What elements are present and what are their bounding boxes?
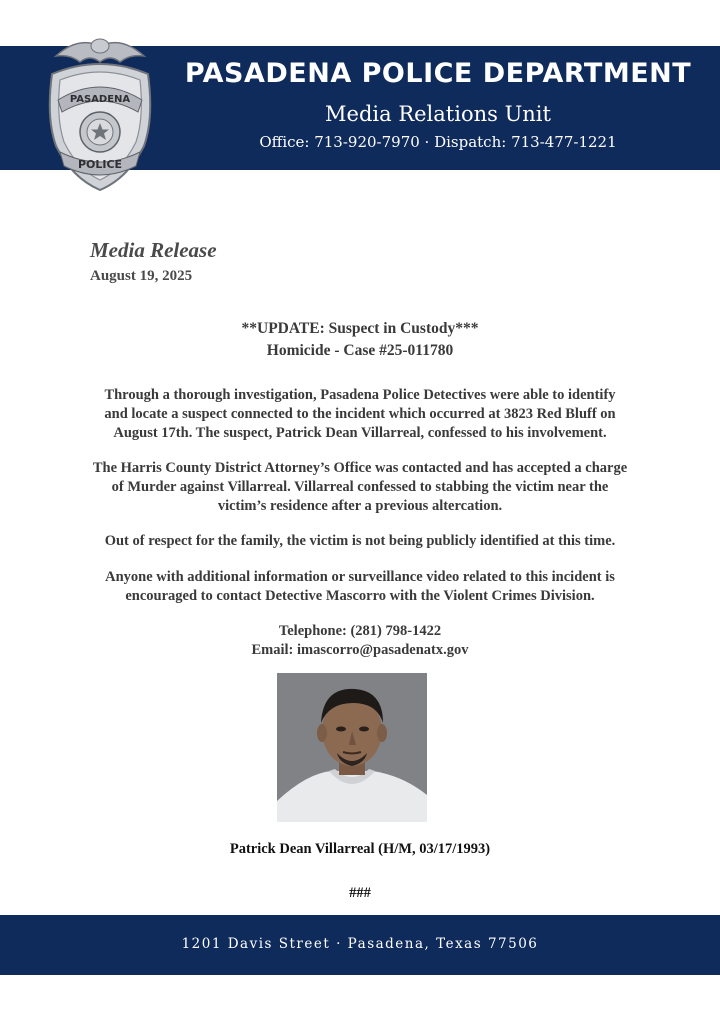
update-line: **UPDATE: Suspect in Custody*** [241,320,479,337]
photo-caption: Patrick Dean Villarreal (H/M, 03/17/1993) [229,841,491,857]
contact-email[interactable]: Email: imascorro@pasadenatx.gov [251,642,469,658]
end-mark: ### [349,885,371,901]
suspect-photo [277,673,427,822]
release-label: Media Release [90,238,217,262]
department-title: PASADENA POLICE DEPARTMENT [184,58,692,89]
paragraph-request [80,568,640,606]
paragraph-line: Through a thorough investigation, Pasadena Police Detectives were able to identify [104,387,616,403]
paragraph-line: of Murder against Villarreal. Villarreal confessed to stabbing the victim near the [111,479,609,495]
paragraph-line: August 17th. The suspect, Patrick Dean Villarreal, confessed to his involvement. [113,425,607,441]
paragraph-victim: Out of respect for the family, the victim is not being publicly identified at this time. [104,533,616,549]
paragraph-line: Anyone with additional information or surveillance video related to this incident is [105,569,615,585]
paragraph-charge [80,459,640,516]
paragraph-line: The Harris County District Attorney’s Office was contacted and has accepted a charge [92,460,628,476]
contact-telephone: Telephone: (281) 798-1422 [278,623,442,639]
release-headline [80,318,640,362]
contact-block [80,622,640,660]
footer-address: 1201 Davis Street · Pasadena, Texas 77506 [181,936,539,952]
unit-name: Media Relations Unit [325,102,551,126]
header-contacts: Office: 713-920-7970 · Dispatch: 713-477-1221 [259,133,617,151]
paragraph-line: victim’s residence after a previous altercation. [217,498,503,514]
badge-top-text: PASADENA [69,94,131,105]
police-badge-icon [38,28,162,194]
paragraph-investigation [80,386,640,443]
release-date: August 19, 2025 [90,268,193,284]
case-line: Homicide - Case #25-011780 [266,342,454,359]
badge-bottom-text: POLICE [77,158,123,171]
paragraph-line: encouraged to contact Detective Mascorro with the Violent Crimes Division. [125,588,595,604]
paragraph-line: and locate a suspect connected to the incident which occurred at 3823 Red Bluff on [104,406,616,422]
